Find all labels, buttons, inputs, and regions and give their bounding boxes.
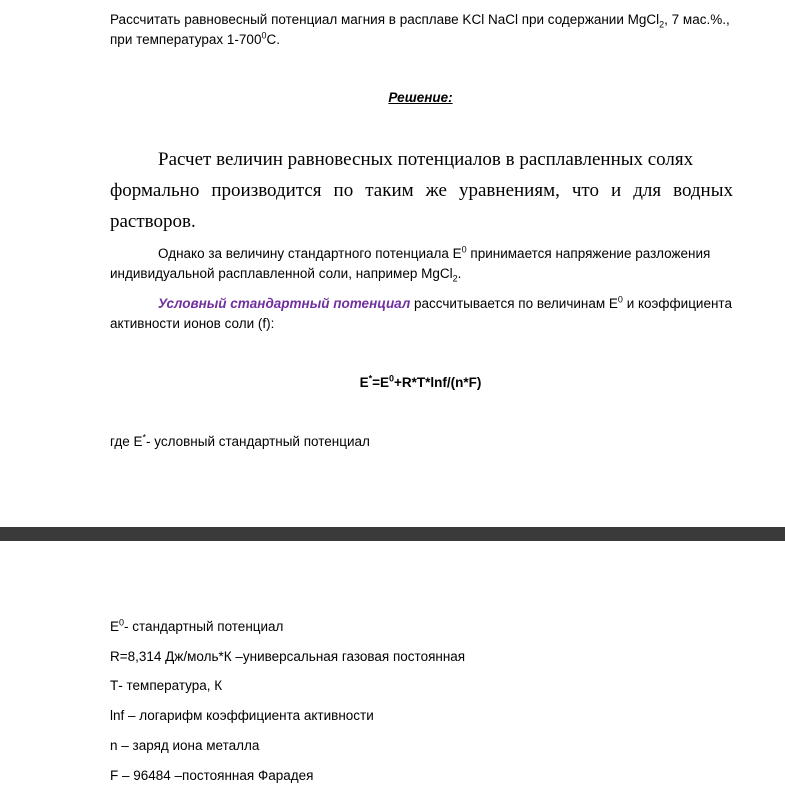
- task-text: С.: [266, 32, 280, 47]
- definition-r: R=8,314 Дж/моль*К –универсальная газовая постоянная: [110, 649, 466, 664]
- definition-e0: [110, 617, 283, 637]
- superscript: 0: [119, 617, 125, 628]
- document-page-2: [0, 541, 785, 792]
- definition-text: Е: [110, 619, 120, 634]
- superscript: 0: [261, 30, 267, 41]
- task-statement-line-2: [110, 30, 280, 50]
- paragraph-1-line-2: формально производится по таким же уравнениям, что и для водных: [110, 180, 733, 201]
- paragraph-3-line-2: активности ионов соли (f):: [110, 316, 275, 331]
- definition-text: где Е: [110, 434, 143, 449]
- paragraph-1-line-1: Расчет величин равновесных потенциалов в расплавленных солях: [158, 149, 694, 170]
- superscript: 0: [389, 373, 395, 384]
- paragraph-text: и коэффициента: [622, 296, 732, 311]
- paragraph-2-line-1: [158, 244, 710, 264]
- definition-text: - стандартный потенциал: [124, 619, 284, 634]
- formula: [0, 373, 785, 393]
- definition-n: n – заряд иона металла: [110, 738, 260, 753]
- solution-heading: Решение:: [388, 90, 453, 105]
- subscript: 2: [659, 19, 665, 30]
- task-text: при температурах 1-700: [110, 32, 262, 47]
- superscript: 0: [461, 244, 467, 255]
- definition-text: - условный стандартный потенциал: [145, 434, 370, 449]
- paragraph-1-line-3: растворов.: [110, 211, 196, 232]
- paragraph-text: принимается напряжение разложения: [466, 246, 711, 261]
- superscript: 0: [617, 294, 623, 305]
- task-statement-line-1: [110, 10, 730, 30]
- paragraph-2-line-2: [110, 264, 461, 284]
- paragraph-text: рассчитывается по величинам Е: [410, 296, 618, 311]
- paragraph-text: Однако за величину стандартного потенциала Е: [158, 246, 462, 261]
- highlighted-term: Условный стандартный потенциал: [158, 296, 411, 311]
- formula-text: E: [359, 375, 369, 390]
- subscript: 2: [452, 273, 458, 284]
- definition-lnf: lnf – логарифм коэффициента активности: [110, 708, 374, 723]
- definition-t: Т- температура, К: [110, 678, 223, 693]
- task-text: , 7 мас.%.,: [664, 12, 730, 27]
- superscript: *: [142, 432, 146, 443]
- task-text: Рассчитать равновесный потенциал магния в расплаве KCl NaCl при содержании MgCl: [110, 12, 660, 27]
- paragraph-3-line-1: [158, 294, 732, 314]
- page-separator: [0, 527, 785, 541]
- paragraph-text: индивидуальной расплавленной соли, например MgCl: [110, 266, 453, 281]
- definition-f: F – 96484 –постоянная Фарадея: [110, 768, 314, 783]
- superscript: *: [368, 373, 373, 384]
- formula-text: =E: [372, 375, 390, 390]
- paragraph-text: .: [457, 266, 462, 281]
- formula-text: +R*T*lnf/(n*F): [394, 375, 482, 390]
- where-line: [110, 432, 370, 452]
